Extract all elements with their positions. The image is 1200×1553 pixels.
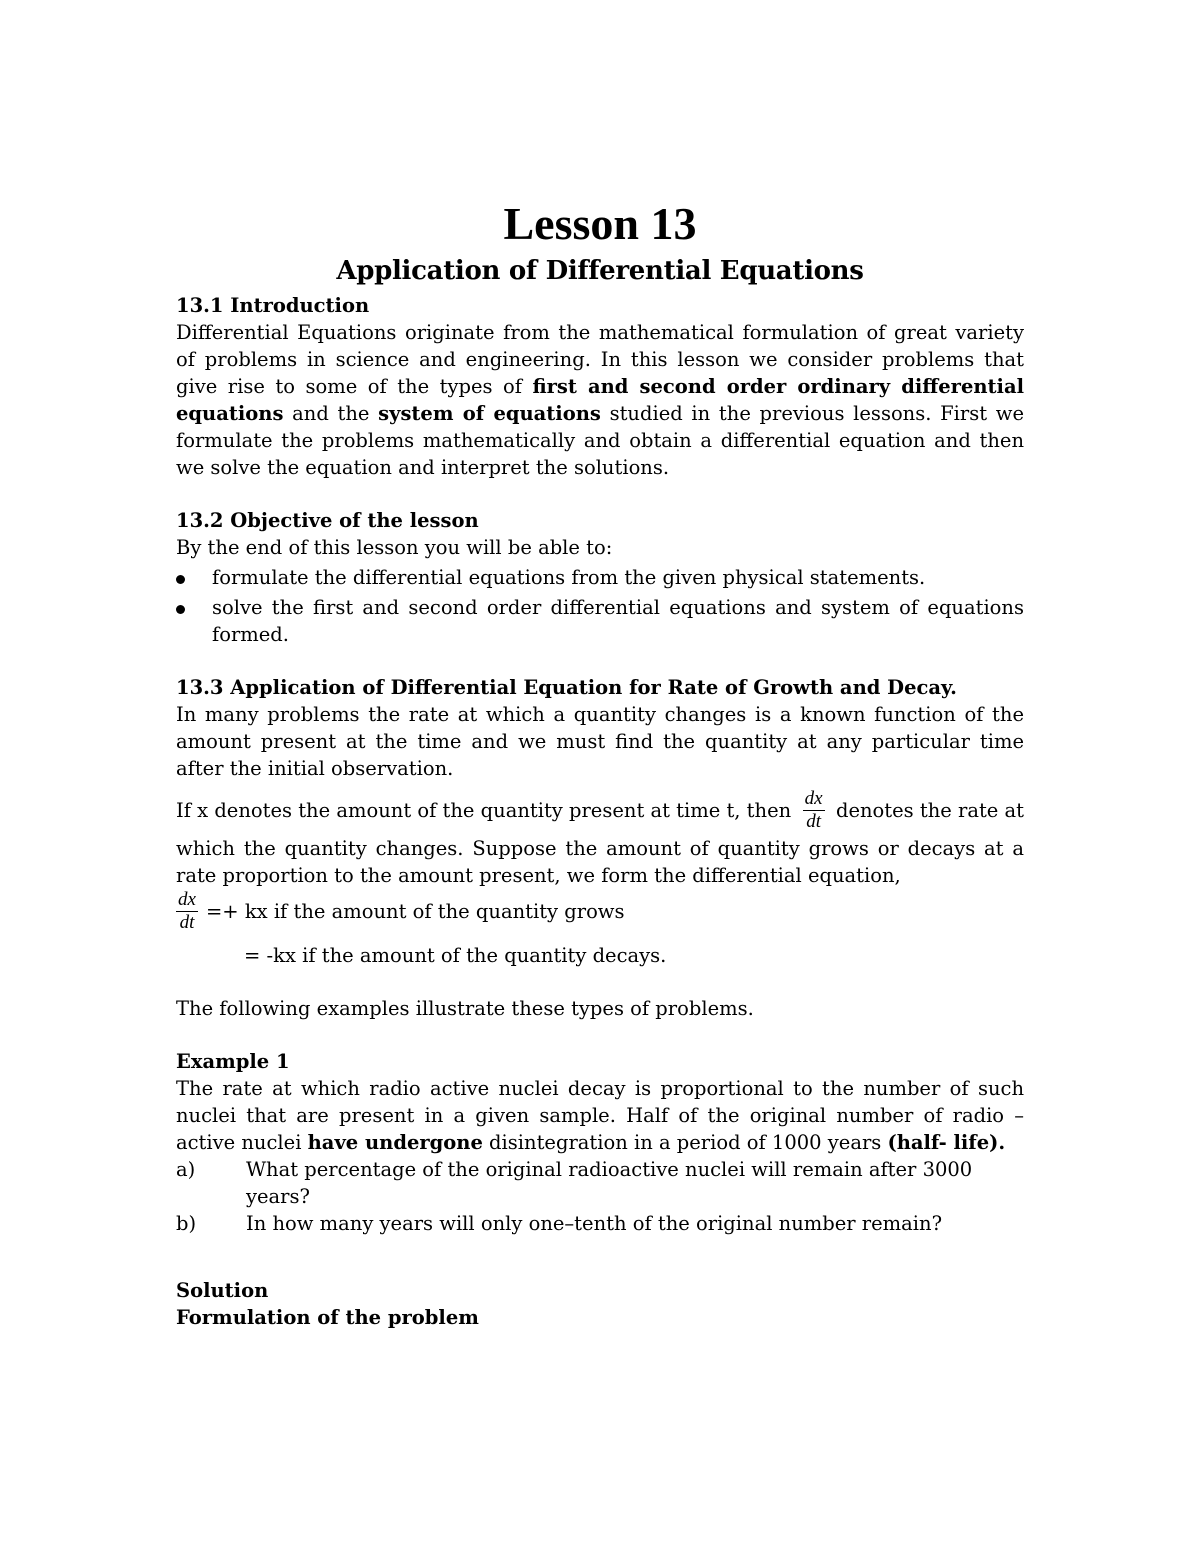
derivative-fraction: $\frac{dx}{dt}$: [804, 788, 823, 832]
rate-definition-text: If x denotes the amount of the quantity present at time t, then: [176, 799, 792, 822]
example-question-b: b) In how many years will only one–tenth of the original number remain?: [176, 1212, 943, 1235]
list-item: formulate the differential equations from the given physical statements.: [176, 564, 1024, 591]
formulation-heading: Formulation of the problem: [176, 1306, 479, 1329]
rate-definition-text-end: denotes the rate at: [835, 799, 1024, 822]
example-paragraph: The rate at which radio active nuclei decay is proportional to the number of such nuclei that are present in a given sample. Half of the original number of radio – active nuclei have undergone disintegration in a period of 1000 years (half- life).: [176, 1077, 1024, 1154]
decay-equation: = -kx if the amount of the quantity decays.: [244, 944, 667, 967]
section-heading-objective: 13.2 Objective of the lesson: [176, 509, 479, 532]
example-heading: Example 1: [176, 1050, 290, 1073]
lesson-title: Lesson 13: [503, 198, 697, 249]
introduction-paragraph: Differential Equations originate from the mathematical formulation of great variety of problems in science and engineering. In this lesson we consider problems that give rise to some of the types of first and second order ordinary differential equations and the system of equations studied in the previous lessons. First we formulate the problems mathematically and obtain a differential equation and then we solve the equation and interpret the solutions.: [176, 321, 1025, 479]
bullet-icon: [176, 605, 185, 614]
section-heading-growth-decay: 13.3 Application of Differential Equation for Rate of Growth and Decay.: [176, 676, 957, 699]
rate-definition-line: [176, 788, 1024, 833]
document-page: [176, 196, 1024, 1331]
growth-equation-text: =+ kx if the amount of the quantity grows: [205, 900, 625, 923]
quantity-change-paragraph: which the quantity changes. Suppose the amount of quantity grows or decays at a rate proportion to the amount present, we form the differential equation,: [176, 837, 1024, 887]
derivative-fraction: $\frac{dx}{dt}$: [178, 889, 196, 933]
section-heading-introduction: 13.1 Introduction: [176, 294, 370, 317]
growth-equation: [176, 889, 1024, 934]
examples-intro: The following examples illustrate these types of problems.: [176, 997, 754, 1020]
objective-list: [176, 564, 1024, 648]
list-item: solve the first and second order differential equations and system of equations formed.: [176, 594, 1024, 648]
lesson-subtitle: Application of Differential Equations: [336, 256, 864, 286]
solution-heading: Solution: [176, 1279, 269, 1302]
objective-intro: By the end of this lesson you will be able to:: [176, 536, 613, 559]
example-question-a: a) What percentage of the original radioactive nuclei will remain after 3000 years?: [176, 1158, 973, 1208]
growth-decay-paragraph: In many problems the rate at which a quantity changes is a known function of the amount present at the time and we must find the quantity at any particular time after the initial observation.: [176, 703, 1024, 780]
bullet-icon: [176, 575, 185, 584]
